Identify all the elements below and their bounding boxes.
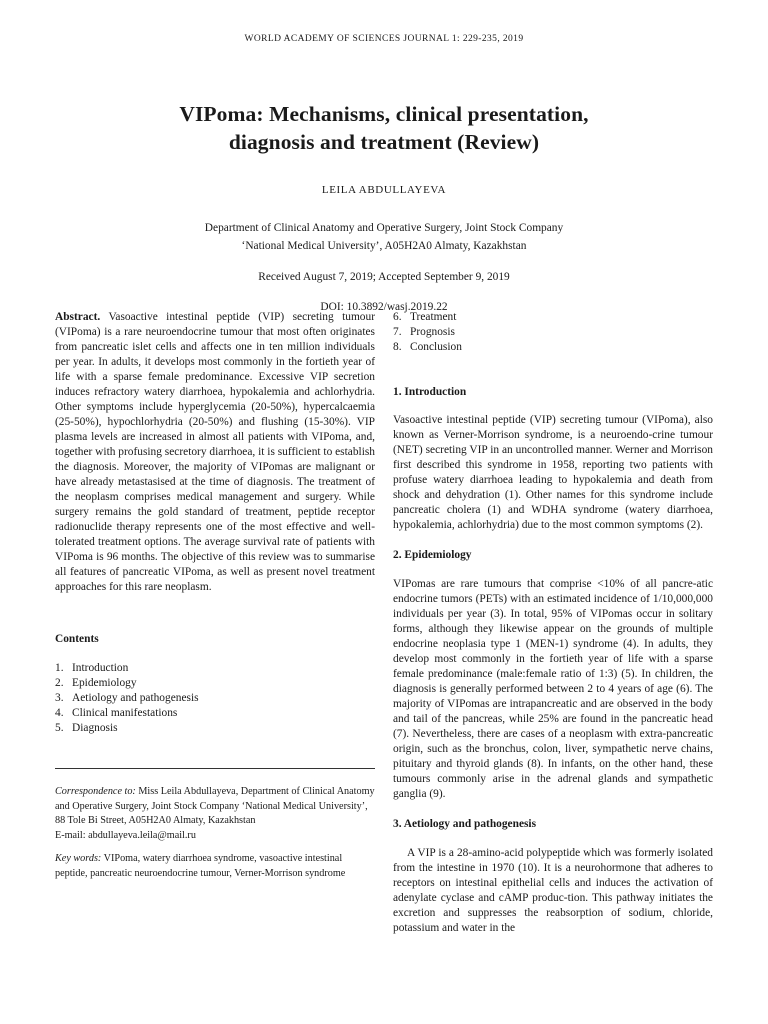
section-heading-aetiology: 3. Aetiology and pathogenesis <box>393 818 537 830</box>
article-header <box>0 33 768 314</box>
abstract-label: Abstract. <box>55 311 101 323</box>
received-accepted-dates: Received August 7, 2019; Accepted September 9, 2019 <box>258 271 510 283</box>
contents-item: 4. Clinical manifestations <box>55 707 178 719</box>
journal-running-head: WORLD ACADEMY OF SCIENCES JOURNAL 1: 229-235, 2019 <box>244 34 524 44</box>
contents-item: 6. Treatment <box>393 311 457 323</box>
affiliation-line-1: Department of Clinical Anatomy and Operative Surgery, Joint Stock Company <box>204 222 564 234</box>
keywords-label: Key words: <box>55 853 102 864</box>
correspondence-note <box>55 785 375 843</box>
article-title <box>0 100 768 156</box>
author-name: LEILA ABDULLAYEVA <box>321 184 447 196</box>
title-line-2: diagnosis and treatment (Review) <box>228 130 540 154</box>
right-column <box>393 310 713 936</box>
left-column <box>55 310 375 881</box>
section-heading-epidemiology: 2. Epidemiology <box>393 549 472 561</box>
contents-heading: Contents <box>55 633 99 645</box>
affiliation-line-2: ‘National Medical University’, A05H2A0 Almaty, Kazakhstan <box>241 240 527 252</box>
keywords-note <box>55 852 375 881</box>
author-affiliation <box>0 219 768 255</box>
contents-item: 3. Aetiology and pathogenesis <box>55 692 199 704</box>
keywords-text: VIPoma, watery diarrhoea syndrome, vasoactive intestinal peptide, pancreatic neuroendocrine tumour, Verner-Morrison syndrome <box>55 853 346 879</box>
contents-list <box>55 661 375 736</box>
contents-item: 5. Diagnosis <box>55 722 118 734</box>
correspondence-label: Correspondence to: <box>55 786 136 797</box>
contents-item: 1. Introduction <box>55 662 129 674</box>
section-heading-introduction: 1. Introduction <box>393 386 467 398</box>
section-body-introduction: Vasoactive intestinal peptide (VIP) secreting tumour (VIPoma), also known as Verner-Morrison syndrome, is a neuroendo-crine tumour (NET) secreting VIP in an uncontrolled manner. Werner and Morrison first described this syndrome in 1958, reporting two patients with profuse watery diarrhoea leading to hypokalemia and death from shock and dehydration (1). Other names for this syndrome include pancreatic cholera (1) and WDHA syndrome (watery diarrhoea, hypokalemia, achlorhydria) due to the most common symptoms (2). <box>393 414 713 531</box>
abstract-text: Vasoactive intestinal peptide (VIP) secreting tumour (VIPoma) is a rare neuroendocrine tumour that most often originates from pancreatic islet cells and affects one in ten million individuals per year. In adults, it develops most commonly in the fortieth year of life with a sparse female predominance. Excessive VIP secretion induces refractory watery diarrhoea, hypokalemia and achlorhydria. Other symptoms include hyperglycemia (20-50%), hypercalcaemia (25-50%), hypochlorhydria (20-50%) and flushing (15-30%). VIP plasma levels are increased in almost all patients with VIPoma, and, together with profusing secretory diarrhoea, it is sufficient to establish the diagnosis. Moreover, the majority of VIPomas are malignant or have already metastasised at the time of diagnosis. The treatment of the neoplasm comprises medical management and surgery. While surgery remains the gold standard of treatment, peptide receptor radionuclide therapy represents one of the most effective and well-tolerated treatment options. The average survival rate of patients with VIPoma is 96 months. The objective of this review was to summarise all features of pancreatic VIPoma, as well as present novel treatment approaches for this rare neoplasm. <box>55 311 375 593</box>
doi: DOI: 10.3892/wasj.2019.22 <box>320 301 448 313</box>
section-body-aetiology: A VIP is a 28-amino-acid polypeptide which was formerly isolated from the intestine in 1970 (10). It is a neurohormone that adheres to receptors on intestinal epithelial cells and induces the activation of adenylate cyclase and cAMP produc-tion. This pathway initiates the excretion and suppresses the reabsorption of sodium, chloride, potassium and water in the <box>393 847 713 934</box>
contents-list-continued <box>393 310 713 355</box>
abstract <box>55 310 375 595</box>
correspondence-email: E-mail: abdullayeva.leila@mail.ru <box>55 829 196 841</box>
contents-item: 7. Prognosis <box>393 326 455 338</box>
contents-item: 8. Conclusion <box>393 341 462 353</box>
correspondence-text: Miss Leila Abdullayeva, Department of Clinical Anatomy and Operative Surgery, Joint Stock Company ‘National Medical University’, 88 Tole Bi Street, A05H2A0 Almaty, Kazakhstan <box>55 786 375 826</box>
title-line-1: VIPoma: Mechanisms, clinical presentation, <box>179 102 589 126</box>
contents-item: 2. Epidemiology <box>55 677 137 689</box>
section-body-epidemiology: VIPomas are rare tumours that comprise <10% of all pancre-atic endocrine tumors (PETs) with an estimated incidence of 1/10,000,000 individuals per year (3). In total, 95% of VIPomas occur in solitary forms, although they likewise appear on the grounds of multiple endocrine neoplasia type 1 (MEN-1) syndrome (4). In adults, they develop most commonly in the fortieth year of life with a sparse female predominance (male:female ratio of 1:3) (5). In children, the diagnosis is generally performed between 2 to 4 years of age (6). The majority of VIPomas are intrapancreatic and are observed in the body and tail of the pancreas, while 25% are found in the pancreatic head (7). Nevertheless, there are cases of a neoplasm with extra-pancreatic origin, such as the bronchus, colon, liver, sympathetic nerve chains, pituitary and thyroid glands (8). In infants, on the other hand, these tumours commonly arise in the adrenal glands and sympathetic ganglia (9). <box>393 578 713 800</box>
